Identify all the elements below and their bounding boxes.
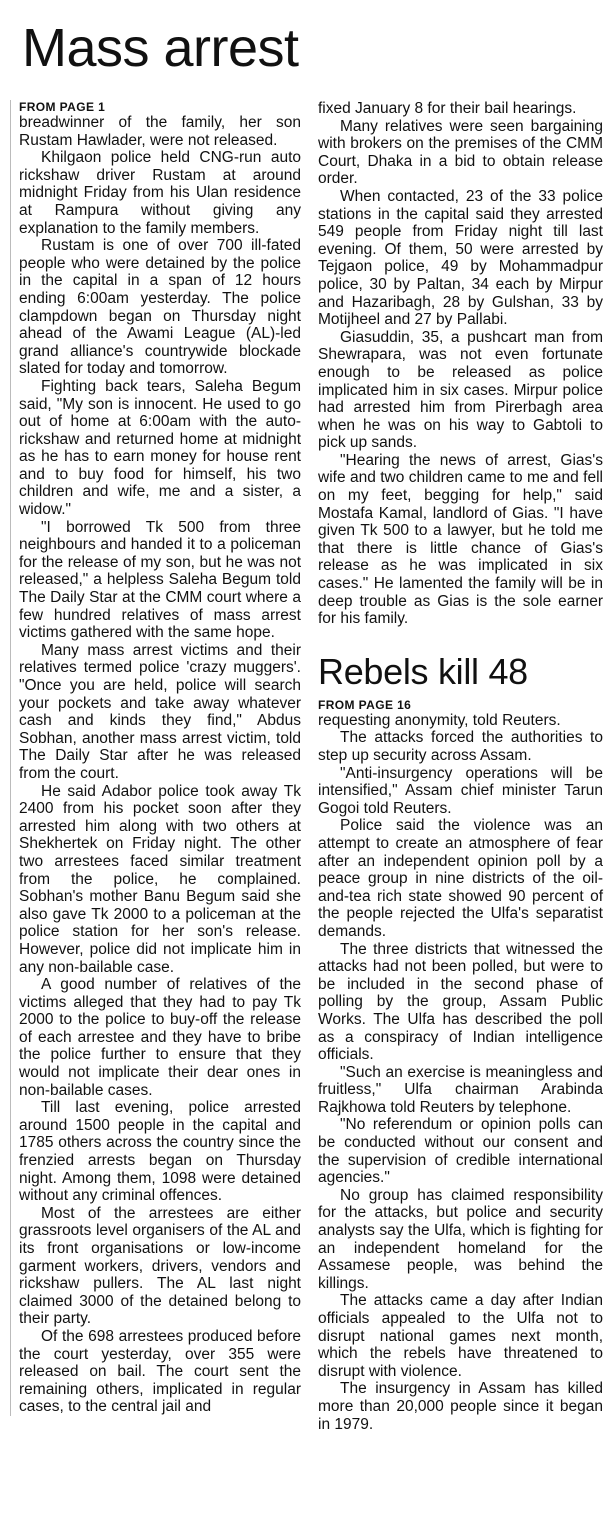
- paragraph: Khilgaon police held CNG-run auto rickshaw driver Rustam at around midnight Friday from his Ulan residence at Rampura without giving any explanation to the family members.: [19, 149, 301, 237]
- paragraph: Most of the arrestees are either grassroots level organisers of the AL and its front organisations or low-income garment workers, drivers, vendors and rickshaw pullers. The AL last night claimed 3000 of the detained belong to their party.: [19, 1204, 301, 1328]
- paragraph: breadwinner of the family, her son Rustam Hawlader, were not released.: [19, 114, 301, 149]
- paragraph: The insurgency in Assam has killed more than 20,000 people since it began in 1979.: [318, 1380, 603, 1433]
- paragraph: Many mass arrest victims and their relatives termed police 'crazy muggers'. "Once you are held, police will search your pockets and take away whatever cash and kinds they find," Abdus Sobhan, another mass arrest victim, told The Daily Star after he was released from the court.: [19, 641, 301, 782]
- kicker-from-page-16: FROM PAGE 16: [318, 697, 412, 712]
- paragraph: "Hearing the news of arrest, Gias's wife and two children came to me and fell on my feet, begging for help," said Mostafa Kamal, landlord of Gias. "I have given Tk 500 to a lawyer, but he told me that there is little chance of Gias's release as he was implicated in six cases." He lamented the family will be in deep trouble as Gias is the sole earner for his family.: [318, 451, 603, 628]
- secondary-headline: Rebels kill 48: [318, 650, 528, 692]
- paragraph: Rustam is one of over 700 ill-fated people who were detained by the police in the capital in a span of 12 hours ending 6:00am yesterday. The police clampdown began on Thursday night ahead of the Awami League (AL)-led grand alliance's countrywide blockade slated for today and tomorrow.: [19, 237, 301, 378]
- paragraph: fixed January 8 for their bail hearings.: [318, 100, 577, 117]
- paragraph: He said Adabor police took away Tk 2400 from his pocket soon after they arrested him along with two others at Shekhertek on Friday night. The other two arrestees faced similar treatment from the police, he complained. Sobhan's mother Banu Begum said she also gave Tk 2000 to a policeman at the police station for her son's release. However, police did not implicate him in any non-bailable case.: [19, 782, 301, 976]
- paragraph: The attacks came a day after Indian officials appealed to the Ulfa not to disrupt national games next month, which the rebels have threatened to disrupt with violence.: [318, 1292, 603, 1380]
- right-column: [318, 100, 603, 1433]
- left-column: [10, 100, 301, 1416]
- paragraph: "No referendum or opinion polls can be conducted without our consent and the supervision of credible international agencies.": [318, 1116, 603, 1187]
- paragraph: When contacted, 23 of the 33 police stations in the capital said they arrested 549 people from Friday night till last evening. Of them, 50 were arrested by Tejgaon police, 49 by Mohammadpur police, 30 by Paltan, 34 each by Mirpur and Hazaribagh, 28 by Gulshan, 33 by Motijheel and 27 by Pallabi.: [318, 187, 603, 329]
- paragraph: "Anti-insurgency operations will be intensified," Assam chief minister Tarun Gogoi told Reuters.: [318, 764, 603, 817]
- paragraph: The three districts that witnessed the attacks had not been polled, but were to be included in the second phase of polling by the group, Assam Public Works. The Ulfa has described the poll as a conspiracy of Indian intelligence officials.: [318, 940, 603, 1064]
- paragraph: Many relatives were seen bargaining with brokers on the premises of the CMM Court, Dhaka in a bid to obtain release order.: [318, 117, 603, 188]
- paragraph: Fighting back tears, Saleha Begum said, "My son is innocent. He used to go out of home at 6:00am with the auto-rickshaw and returned home at midnight as he has to earn money for house rent and to buy food for himself, his two children and wife, me and a sister, a widow.": [19, 377, 301, 519]
- paragraph: "Such an exercise is meaningless and fruitless," Ulfa chairman Arabinda Rajkhowa told Reuters by telephone.: [318, 1063, 603, 1116]
- paragraph: Till last evening, police arrested around 1500 people in the capital and 1785 others across the country since the frenzied arrests began on Thursday night. Among them, 1098 were detained without any criminal offences.: [19, 1099, 301, 1205]
- paragraph: The attacks forced the authorities to step up security across Assam.: [318, 729, 603, 764]
- paragraph: Of the 698 arrestees produced before the court yesterday, over 355 were released on bail. The court sent the remaining others, implicated in regular cases, to the central jail and: [19, 1327, 301, 1416]
- paragraph: A good number of relatives of the victims alleged that they had to pay Tk 2000 to the police to buy-off the release of each arrestee and they have to bribe the police further to ensure that they would not implicate their dear ones in non-bailable cases.: [19, 976, 301, 1099]
- kicker-from-page-1: FROM PAGE 1: [19, 100, 106, 114]
- paragraph: "I borrowed Tk 500 from three neighbours and handed it to a policeman for the release of my son, but he was not released," a helpless Saleha Begum told The Daily Star at the CMM court where a few hundred relatives of mass arrest victims gathered with the same hope.: [19, 518, 301, 642]
- paragraph: Police said the violence was an attempt to create an atmosphere of fear after an independent opinion poll by a peace group in nine districts of the oil-and-tea rich state showed 90 percent of the people rejected the Ulfa's separatist demands.: [318, 817, 603, 940]
- paragraph: No group has claimed responsibility for the attacks, but police and security analysts say the Ulfa, which is fighting for an independent homeland for the Assamese people, was behind the killings.: [318, 1186, 603, 1292]
- main-headline: Mass arrest: [22, 18, 299, 78]
- paragraph: requesting anonymity, told Reuters.: [318, 711, 561, 729]
- paragraph: Giasuddin, 35, a pushcart man from Shewrapara, was not even fortunate enough to be released as police implicated him in six cases. Mirpur police had arrested him from Pirerbagh area when he was on his way to Gabtoli to pick up sands.: [318, 328, 603, 452]
